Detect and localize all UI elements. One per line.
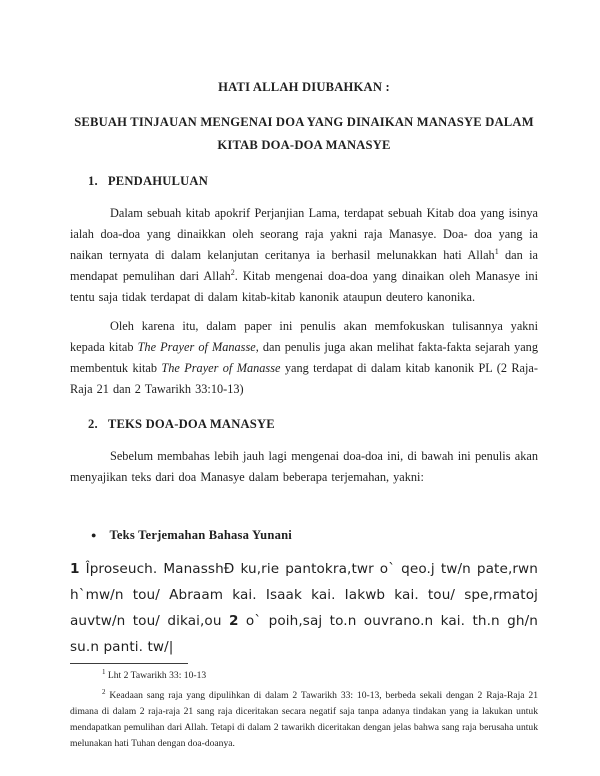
footnote-separator <box>70 663 188 664</box>
section-2-number: 2. <box>88 417 98 431</box>
greek-translation-text <box>70 556 538 660</box>
verse-number-2: 2 <box>228 613 239 629</box>
paragraph-3: Sebelum membahas lebih jauh lagi mengenai doa-doa ini, di bawah ini penulis akan menyajikan teks dari doa Manasye dalam beberapa terjemahan, yakni: <box>70 449 538 484</box>
footnote-1 <box>70 668 538 684</box>
section-1-title: PENDAHULUAN <box>107 174 209 188</box>
footnote-2 <box>70 688 538 752</box>
paragraph-2 <box>70 316 538 400</box>
footnote-1-number: 1 <box>102 667 106 676</box>
paragraph-1-text: dan ia mendapat pemulihan dari Allah <box>70 248 539 283</box>
section-2-heading <box>70 417 538 432</box>
verse-2-text: o` poih,saj to.n ouvrano.n kai. th.n gh/n su.n panti. tw/| <box>70 613 538 655</box>
document-title: HATI ALLAH DIUBAHKAN : <box>218 80 390 94</box>
paragraph-1-text: Dalam sebuah kitab apokrif Perjanjian Lama, terdapat sebuah Kitab doa yang isinya ialah doa-doa yang dinaikkan oleh seorang raja yakni raja Manasye. Doa- doa yang ia naikan ternyata di dalam kelanjutan ceritanya ia berhasil melunakkan hati Allah <box>70 206 538 262</box>
list-item <box>70 528 538 543</box>
paragraph-1 <box>70 203 538 308</box>
section-1-heading <box>70 174 538 189</box>
subtitle-line-2: KITAB DOA-DOA MANASYE <box>217 138 391 152</box>
subtitle-line-1: SEBUAH TINJAUAN MENGENAI DOA YANG DINAIKAN MANASYE DALAM <box>74 115 534 129</box>
list-item-label: Teks Terjemahan Bahasa Yunani <box>109 528 292 542</box>
document-subtitle <box>70 111 538 157</box>
paragraph-2-text: Oleh karena itu, dalam paper ini penulis akan memfokuskan tulisannya yakni kepada kitab <box>70 319 538 354</box>
footnote-2-text: Keadaan sang raja yang dipulihkan di dalam 2 Tawarikh 33: 10-13, berbeda sekali dengan 2 Raja-Raja 21 dimana di dalam 2 raja-raja 21 sang raja diceritakan secara negatif saja tanpa adanya tindakan yang ia lakukan untuk mendapatkan pemulihan dari Allah. Tetapi di dalam 2 tawarikh diceritakan dengan jelas bahwa sang raja berusaha untuk melunakan hati Tuhan dengan doa-doanya. <box>70 690 538 749</box>
paragraph-2-text: yang terdapat di dalam kitab kanonik PL (2 Raja-Raja 21 dan 2 Tawarikh 33:10-13) <box>70 361 538 396</box>
section-2-title: TEKS DOA-DOA MANASYE <box>107 417 275 431</box>
book-title-italic: The Prayer of Manasse <box>161 361 281 375</box>
verse-number-1: 1 <box>70 561 80 577</box>
footnote-2-number: 2 <box>102 687 106 696</box>
footnote-1-text: Lht 2 Tawarikh 33: 10-13 <box>105 670 207 681</box>
footnote-ref-2: 2 <box>230 267 235 277</box>
verse-1-text: Îproseuch. ManasshÐ ku,rie pantokra,twr o` qeo.j tw/n pate,rwn h`mw/n tou/ Abraam kai. Isaak kai. Iakwb kai. tou/ spe,rmatoj auvtw/n tou/ dikai,ou <box>70 561 538 629</box>
section-1-number: 1. <box>88 174 98 188</box>
book-title-italic: The Prayer of Manasse <box>137 340 256 354</box>
footnote-ref-1: 1 <box>494 246 499 256</box>
paragraph-2-text: , dan penulis juga akan melihat fakta-fakta sejarah yang membentuk kitab <box>70 340 538 375</box>
paragraph-1-text: . Kitab mengenai doa-doa yang dinaikan oleh Manasye ini tentu saja tidak terdapat di dalam kitab-kitab kanonik ataupun deutero kanonika. <box>70 269 538 304</box>
bullet-icon: ● <box>91 530 97 540</box>
